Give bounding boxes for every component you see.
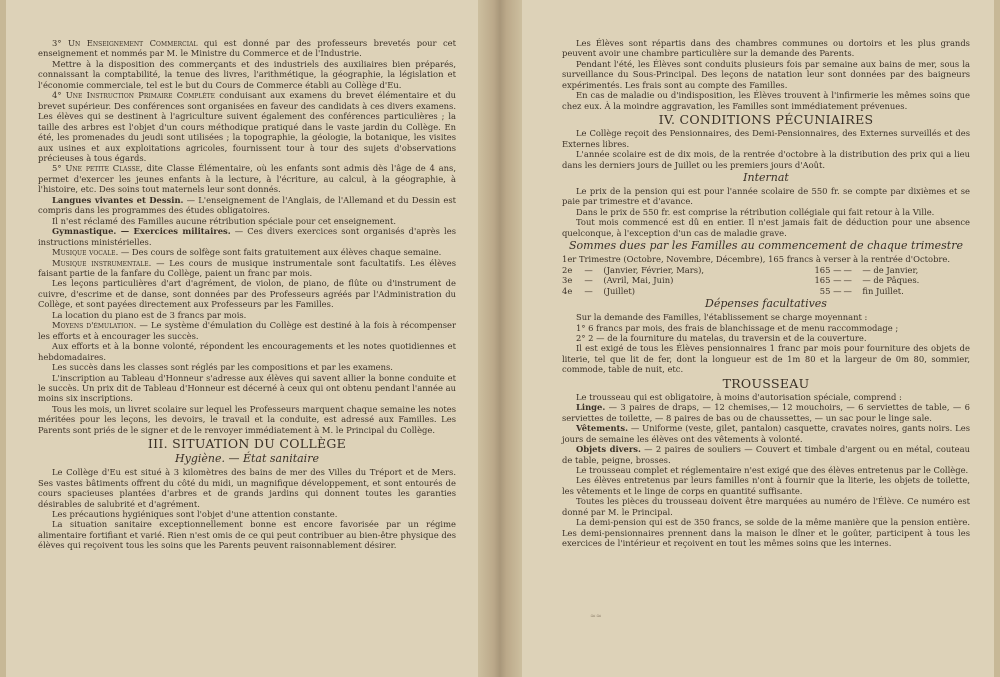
section-4-title: IV. CONDITIONS PÉCUNIAIRES: [658, 112, 874, 128]
depenses-title: Dépenses facultatives: [705, 297, 827, 311]
sommes-cell: —: [584, 285, 593, 296]
section-3-subtitle: Hygiène. — État sanitaire: [175, 452, 319, 466]
sommes-cell: —: [843, 264, 852, 275]
left-lead: Musique instrumentale.: [52, 257, 152, 268]
pencil-mark: ≈≈: [590, 612, 602, 620]
sommes-cell: 2e: [562, 264, 573, 275]
trousseau-paragraph: [562, 475, 970, 496]
left-text: Les leçons particulières d'art d'agrément, de violon, de piano, de flûte ou d'instrument de cuivre, d'escrime et de danse, sont données par des Professeurs agréés par l'Administration du Collège, et sont payées directement aux Professeurs par les Familles.: [38, 278, 456, 310]
depenses-paragraph: Il est exigé de tous les Élèves pensionnaires 1 franc par mois pour fourniture des objets de literie, tel que lit de fer, dont la longueur est de 1m 80 et la largeur de 0m 80, sommier, commode, table de nuit, etc.: [562, 343, 970, 375]
trousseau-body: [562, 392, 970, 549]
sommes-cell: fin Juillet.: [862, 285, 904, 296]
left-paragraph: [38, 258, 456, 279]
trousseau-text: Le trousseau qui est obligatoire, à moins d'autorisation spéciale, comprend :: [576, 391, 902, 402]
trousseau-lead: Linge.: [576, 402, 606, 413]
section-4-body: [562, 128, 970, 170]
left-text: — Les cours de musique instrumentale sont facultatifs. Les élèves faisant partie de la fanfare du Collège, paient un franc par mois.: [38, 257, 457, 278]
right-intro-body: [562, 38, 970, 111]
section-3-paragraph: Le Collège d'Eu est situé à 3 kilomètres des bains de mer des Villes du Tréport et de Mers. Ses vastes bâtiments offrent du côté du midi, un magnifique développement, et sont entourés de cours spacieuses plantées d'arbres et de grands jardins qui donnent toutes les garanties désirables de salubrité et d'agrément.: [38, 467, 456, 509]
section-3-paragraph: Les précautions hygiéniques sont l'objet d'une attention constante.: [52, 509, 338, 520]
sommes-title: Sommes dues par les Familles au commencement de chaque trimestre: [569, 239, 963, 253]
sommes-cell: —: [584, 264, 593, 275]
sommes-table: [562, 254, 970, 296]
left-text: La location du piano est de 3 francs par mois.: [52, 309, 247, 320]
left-paragraph: [38, 310, 456, 320]
depenses-paragraph: 1° 6 francs par mois, des frais de blanchissage et de menu raccommodage ;: [576, 322, 899, 333]
left-paragraph: [38, 320, 456, 341]
sommes-cell: 55 —: [819, 285, 842, 296]
depenses-paragraph: Sur la demande des Familles, l'établissement se charge moyennant :: [576, 312, 868, 323]
trousseau-paragraph: [562, 423, 970, 444]
sommes-cell: (Juillet): [603, 285, 635, 296]
left-lead: Gymnastique. — Exercices militaires.: [52, 226, 231, 237]
trousseau-title: TROUSSEAU: [722, 375, 810, 391]
section-3-title: III. SITUATION DU COLLÈGE: [147, 436, 347, 452]
left-text: Aux efforts et à la bonne volonté, répondent les encouragements et les notes quotidiennes et hebdomadaires.: [38, 341, 456, 362]
left-paragraph: [38, 247, 456, 257]
sommes-row: [562, 286, 970, 296]
left-paragraph: [38, 195, 456, 216]
sommes-cell: 1er Trimestre (Octobre, Novembre, Décembre), 165 francs à verser à la rentrée d'Octobre.: [562, 254, 951, 265]
trousseau-paragraph: [562, 392, 970, 402]
trousseau-paragraph: [562, 517, 970, 548]
sommes-cell: (Janvier, Février, Mars),: [603, 264, 704, 275]
left-text: Les succès dans les classes sont réglés par les compositions et par les examens.: [52, 362, 393, 373]
trousseau-lead: Objets divers.: [576, 444, 641, 455]
book-gutter: [478, 0, 522, 677]
left-text: dite Classe Élémentaire, où les enfants sont admis dès l'âge de 4 ans, permet d'exercer les jeunes enfants à la lecture, à l'écriture, au calcul, à la géographie, à l'histoire, etc. Des soins tout maternels leur sont donnés.: [38, 163, 456, 195]
depenses-body: [562, 312, 970, 375]
left-text: qui est donné par des professeurs brevetés pour cet enseignement et nommés par M. le Ministre du Commerce et de l'Industrie.: [38, 38, 456, 59]
left-paragraph: [38, 216, 456, 226]
sommes-cell: 4e: [562, 285, 573, 296]
trousseau-paragraph: [562, 402, 970, 423]
internat-paragraph: Le prix de la pension qui est pour l'année scolaire de 550 fr. se compte par dixièmes et se paie par trimestre et d'avance.: [562, 185, 970, 207]
trousseau-text: La demi-pension qui est de 350 francs, se solde de la même manière que la pension entière. Les demi-pensionnaires prennent dans la maison le dîner et le goûter, participent à tous les exercices de l'intérieur et reçoivent en tout les mêmes soins que les internes.: [562, 517, 970, 549]
left-paragraph: [38, 163, 456, 194]
left-text: conduisant aux examens du brevet élémentaire et du brevet supérieur. Des conférences sont organisées en faveur des candidats à ces divers examens. Les élèves qui se destinent à l'agriculture suivent également des conférences particulières ; la taille des arbres est l'objet d'un cours méthodique pratiqué dans le vaste jardin du Collège. En été, les promenades du jeudi sont utilisées ; la topographie, la géologie, la botanique, les visites aux usines et aux exploitations agricoles, fournissent tour à tour des sujets d'observations précieuses à tous égards.: [38, 90, 456, 163]
sommes-cell: 165 —: [814, 264, 842, 275]
left-lead: Langues vivantes et Dessin.: [52, 194, 184, 205]
sommes-cell: —: [843, 275, 852, 286]
right-intro-paragraph: En cas de maladie ou d'indisposition, les Élèves trouvent à l'infirmerie les mêmes soins que chez eux. À la moindre aggravation, les Familles sont immédiatement prévenues.: [562, 90, 970, 111]
left-text: — Ces divers exercices sont organisés d'après les instructions ministérielles.: [38, 226, 456, 247]
internat-body: [562, 186, 970, 238]
depenses-paragraph: 2° 2 — de la fourniture du matelas, du traversin et de la couverture.: [576, 332, 867, 343]
section-3-paragraph: La situation sanitaire exceptionnellement bonne est encore favorisée par un régime alimentaire fortifiant et varié. Rien n'est omis de ce qui peut contribuer au bien-être physique des élèves qui reçoivent tous les soins que les Parents peuvent raisonnablement désirer.: [38, 519, 456, 551]
trousseau-paragraph: [562, 465, 970, 475]
left-paragraph: [38, 59, 456, 90]
internat-title: Internat: [743, 170, 789, 184]
left-text: — Le système d'émulation du Collège est destiné à la fois à récompenser les efforts et à encourager les succès.: [38, 320, 456, 341]
sommes-cell: 3e: [562, 275, 573, 286]
sommes-row: [562, 254, 970, 264]
trousseau-text: Toutes les pièces du trousseau doivent être marquées au numéro de l'Élève. Ce numéro est donné par M. le Principal.: [562, 496, 970, 517]
left-text: Tous les mois, un livret scolaire sur lequel les Professeurs marquent chaque semaine les notes méritées pour les leçons, les devoirs, le travail et la conduite, est adressé aux Familles. Les Parents sont priés de le signer et de le renvoyer immédiatement à M. le Principal du Collège.: [38, 403, 456, 435]
left-text: L'inscription au Tableau d'Honneur s'adresse aux élèves qui savent allier la bonne conduite et le succès. Un prix dit de Tableau d'Honneur est décerné à ceux qui ont obtenu pendant l'année au moins six inscriptions.: [38, 372, 456, 404]
left-paragraph: [38, 38, 456, 59]
left-paragraph: [38, 278, 456, 309]
sommes-row: [562, 265, 970, 275]
sommes-row: [562, 275, 970, 285]
trousseau-text: — 2 paires de souliers — Couvert et timbale d'argent ou en métal, couteau de table, peigne, brosses.: [562, 444, 970, 465]
left-paragraph: [38, 404, 456, 435]
internat-paragraph: Dans le prix de 550 fr. est comprise la rétribution collégiale qui fait retour à la Ville.: [576, 206, 935, 217]
left-paragraph: [38, 341, 456, 362]
left-text: Il n'est réclamé des Familles aucune rétribution spéciale pour cet enseignement.: [52, 215, 397, 226]
page-edge-right: [994, 0, 1000, 677]
right-page: [522, 0, 1000, 677]
left-text: Mettre à la disposition des commerçants et des industriels des auxiliaires bien préparés, connaissant la comptabilité, la tenue des livres, l'arithmétique, la géographie, la législation et l'économie commerciale, tel est le but du Cours de Commerce établi au Collège d'Eu.: [38, 58, 456, 90]
trousseau-paragraph: [562, 444, 970, 465]
trousseau-text: Les élèves entretenus par leurs familles n'ont à fournir que la literie, les objets de toilette, les vêtements et le linge de corps en quantité suffisante.: [562, 475, 970, 496]
sommes-cell: —: [584, 275, 593, 286]
page-edge-left: [0, 0, 6, 677]
left-page: [0, 0, 478, 677]
left-paragraph: [38, 373, 456, 404]
section-3-body: [38, 467, 456, 551]
left-text: — L'enseignement de l'Anglais, de l'Allemand et du Dessin est compris dans les programmes des études obligatoires.: [38, 194, 457, 216]
left-lead: Musique vocale.: [52, 247, 119, 258]
left-paragraph: [38, 362, 456, 372]
trousseau-text: Le trousseau complet et réglementaire n'est exigé que des élèves entretenus par le Collège.: [576, 464, 969, 475]
trousseau-text: — 3 paires de draps, — 12 chemises,— 12 mouchoirs, — 6 serviettes de table, — 6 serviettes de toilette, — 8 paires de bas ou de chaussettes, — un sac pour le linge sale.: [562, 402, 970, 423]
sommes-cell: —: [843, 285, 852, 296]
sommes-cell: — de Janvier,: [862, 264, 919, 275]
trousseau-text: — Uniforme (veste, gilet, pantalon) casquette, cravates noires, gants noirs. Les jours de semaine les élèves ont des vêtements à volonté.: [562, 423, 970, 444]
left-paragraph: [38, 90, 456, 163]
trousseau-lead: Vêtements.: [576, 423, 629, 434]
left-page-body: [38, 38, 456, 435]
left-paragraph: [38, 226, 456, 247]
sommes-cell: — de Pâques.: [862, 275, 920, 286]
right-intro-paragraph: Pendant l'été, les Élèves sont conduits plusieurs fois par semaine aux bains de mer, sous la surveillance du Sous-Principal. Des leçons de natation leur sont données par des baigneurs expérimentés. Les frais sont au compte des Familles.: [562, 58, 970, 90]
left-text: — Des cours de solfège sont faits gratuitement aux élèves chaque semaine.: [118, 247, 442, 258]
left-lead: 3° Un Enseignement Commercial: [52, 38, 198, 48]
left-lead: 5° Une petite Classe,: [52, 163, 143, 174]
sommes-cell: 165 —: [814, 275, 842, 286]
right-intro-paragraph: Les Élèves sont répartis dans des chambres communes ou dortoirs et les plus grands peuvent avoir une chambre particulière sur la demande des Parents.: [562, 38, 970, 59]
left-lead: Moyens d'émulation.: [52, 320, 137, 331]
internat-paragraph: Tout mois commencé est dû en entier. Il n'est jamais fait de déduction pour une absence quelconque, à l'exception d'un cas de maladie grave.: [562, 217, 970, 238]
trousseau-paragraph: [562, 496, 970, 517]
section-4-paragraph: Le Collège reçoit des Pensionnaires, des Demi-Pensionnaires, des Externes surveillés et des Externes libres.: [562, 128, 970, 149]
left-lead: 4° Une Instruction Primaire Complète: [52, 90, 216, 101]
sommes-cell: (Avril, Mai, Juin): [603, 275, 674, 286]
section-4-paragraph: L'année scolaire est de dix mois, de la rentrée d'octobre à la distribution des prix qui a lieu dans les derniers jours de Juillet ou les premiers jours d'Août.: [562, 149, 970, 170]
